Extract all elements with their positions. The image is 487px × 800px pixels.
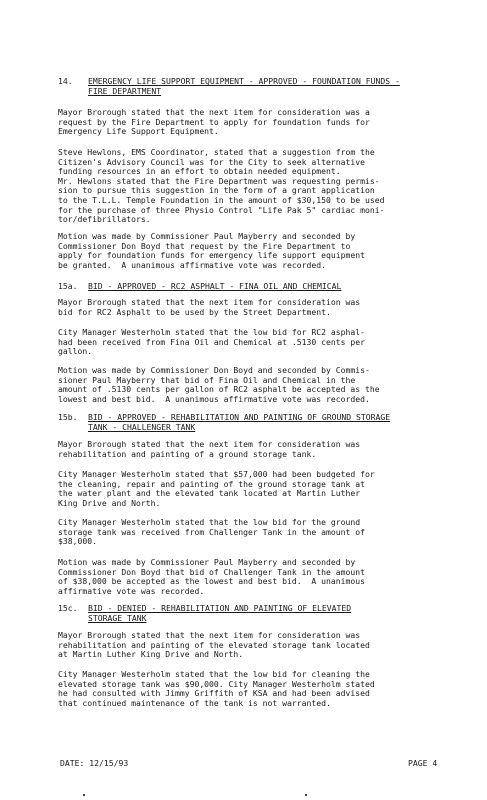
item-number: 14.: [58, 76, 73, 86]
paragraph: City Manager Westerholm stated that the low bid for the ground storage tank was received from Challenger Tank in the amount of $38,000.: [58, 517, 365, 547]
item-15a-heading: [58, 282, 458, 292]
paragraph: City Manager Westerholm stated that the low bid for RC2 asphal- had been received from Fina Oil and Chemical at .5130 cents per gallon.: [58, 327, 365, 357]
paragraph: Mayor Brorough stated that the next item for consideration was a request by the Fire Department to apply for foundation funds for Emergency Life Support Equipment.: [58, 107, 370, 137]
paragraph: City Manager Westerholm stated that $57,000 had been budgeted for the cleaning, repair and painting of the ground storage tank at the water plant and the elevated tank located at Martin Luther King Drive and North.: [58, 469, 375, 508]
item-title: BID - APPROVED - RC2 ASPHALT - FINA OIL AND CHEMICAL: [88, 281, 342, 291]
paragraph: Motion was made by Commissioner Paul Mayberry and seconded by Commissioner Don Boyd that bid of Challenger Tank in the amount of $38,000 be accepted as the lowest and best bid. A unanimous affirmative vote was recorded.: [58, 557, 365, 596]
item-14-heading: [58, 77, 458, 96]
paragraph: Mayor Brorough stated that the next item for consideration was rehabilitation and painting of the elevated storage tank located at Martin Luther King Drive and North.: [58, 630, 370, 660]
item-title: EMERGENCY LIFE SUPPORT EQUIPMENT - APPROVED - FOUNDATION FUNDS - FIRE DEPARTMENT: [88, 76, 400, 96]
paragraph: City Manager Westerholm stated that the low bid for cleaning the elevated storage tank was $90,000. City Manager Westerholm stated he had consulted with Jimmy Griffith of KSA and had been advised that continued maintenance of the tank is not warranted.: [58, 669, 375, 708]
scan-speck: [83, 794, 85, 796]
paragraph: Steve Hewlons, EMS Coordinator, stated that a suggestion from the Citizen's Advisory Council was for the City to seek alternative funding resources in an effort to obtain needed equipment. Mr. Hewlons stated that the Fire Department was requesting permis- sion to pursue this suggestion in the form of a grant application to the T.L.L. Temple Foundation in the amount of $30,150 to be used for the purchase of three Physio Control "Life Pak 5" cardiac moni- tor/defibrillators.: [58, 147, 385, 225]
footer-page-number: PAGE 4: [408, 758, 438, 768]
item-number: 15a.: [58, 281, 78, 291]
item-number: 15b.: [58, 412, 78, 422]
paragraph: Motion was made by Commissioner Don Boyd and seconded by Commis- sioner Paul Mayberry that bid of Fina Oil and Chemical in the amount of .5130 cents per gallon of RC2 asphalt be accepted as the lowest and best bid. A unanimous affirmative vote was recorded.: [58, 365, 380, 404]
paragraph: Motion was made by Commissioner Paul Mayberry and seconded by Commissioner Don Boyd that request by the Fire Department to apply for foundation funds for emergency life support equipment be granted. A unanimous affirmative vote was recorded.: [58, 231, 365, 270]
item-15b-heading: [58, 413, 458, 432]
footer-date: DATE: 12/15/93: [60, 758, 129, 768]
item-title: BID - APPROVED - REHABILITATION AND PAINTING OF GROUND STORAGE TANK - CHALLENGER TANK: [88, 412, 391, 432]
item-15c-heading: [58, 604, 458, 623]
item-title: BID - DENIED - REHABILITATION AND PAINTING OF ELEVATED STORAGE TANK: [88, 603, 352, 623]
paragraph: Mayor Brorough stated that the next item for consideration was bid for RC2 Asphalt to be used by the Street Department.: [58, 297, 361, 317]
scan-speck: [305, 794, 307, 796]
item-number: 15c.: [58, 603, 78, 613]
paragraph: Mayor Brorough stated that the next item for consideration was rehabilitation and painting of a ground storage tank.: [58, 439, 361, 459]
